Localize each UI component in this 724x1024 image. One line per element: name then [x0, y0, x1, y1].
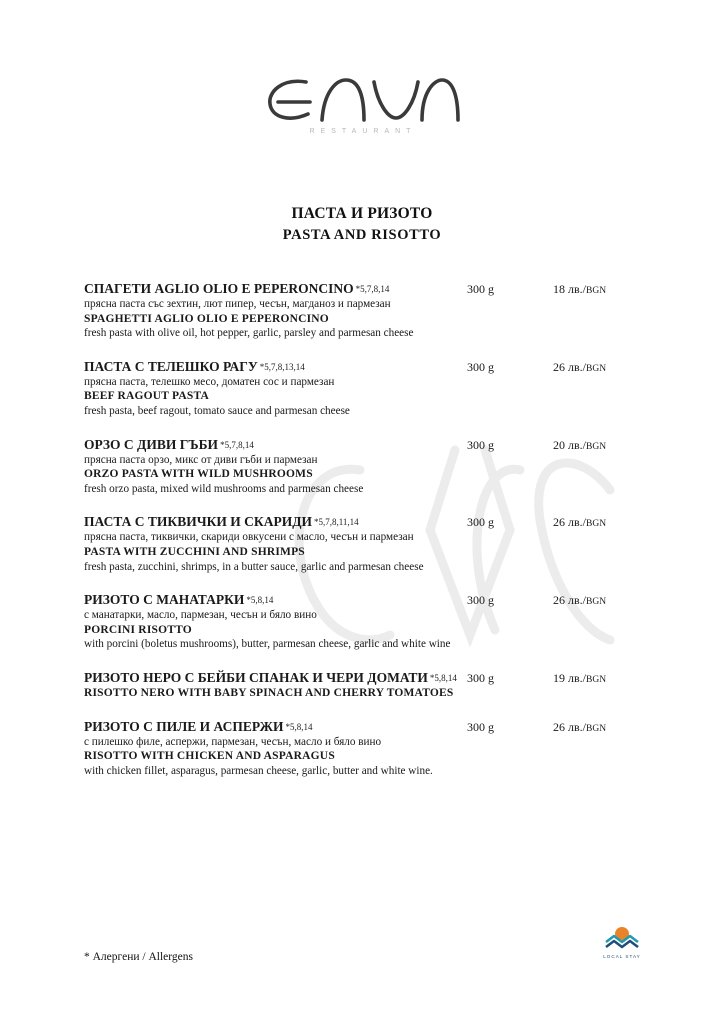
menu-item	[84, 592, 644, 652]
menu-item	[84, 359, 644, 419]
item-name: РИЗОТО С ПИЛЕ И АСПЕРЖИ *5,8,14	[84, 718, 313, 734]
item-currency: BGN	[586, 723, 607, 734]
item-desc-en: with porcini (boletus mushrooms), butter, parmesan cheese, garlic and white wine	[84, 638, 451, 651]
menu-item	[84, 719, 644, 779]
local-stay-badge-icon	[600, 924, 644, 964]
item-name-en: ORZO PASTA WITH WILD MUSHROOMS	[84, 468, 313, 481]
item-name: РИЗОТО С МАНАТАРКИ *5,8,14	[84, 592, 274, 608]
item-price: 19 лв./BGN	[553, 670, 607, 685]
menu-item	[84, 514, 644, 574]
item-desc-bg: прясна паста, тиквички, скариди овкусени с масло, чесън и пармезан	[84, 531, 414, 544]
item-name-en: PORCINI RISOTTO	[84, 623, 192, 636]
item-weight: 300 g	[467, 437, 494, 452]
cava-logo-icon	[266, 74, 460, 126]
item-currency: BGN	[586, 674, 607, 685]
item-name: ОРЗО С ДИВИ ГЪБИ *5,7,8,14	[84, 436, 254, 452]
item-name-en: PASTA WITH ZUCCHINI AND SHRIMPS	[84, 545, 305, 558]
item-currency: BGN	[586, 441, 607, 452]
item-desc-en: fresh orzo pasta, mixed wild mushrooms and parmesan cheese	[84, 482, 364, 495]
item-desc-en: fresh pasta, zucchini, shrimps, in a butter sauce, garlic and parmesan cheese	[84, 560, 424, 573]
item-allergens: *5,7,8,14	[355, 284, 390, 294]
item-allergens: *5,8,14	[285, 721, 313, 732]
logo-subtitle: RESTAURANT	[309, 128, 417, 135]
item-desc-en: fresh pasta with olive oil, hot pepper, garlic, parsley and parmesan cheese	[84, 327, 414, 340]
item-name-en: SPAGHETTI AGLIO OLIO E PEPERONCINO	[84, 312, 329, 325]
item-name: ПАСТА С ТЕЛЕШКО РАГУ *5,7,8,13,14	[84, 358, 305, 374]
menu-item	[84, 281, 644, 341]
item-name: РИЗОТО НЕРО С БЕЙБИ СПАНАК И ЧЕРИ ДОМАТИ *5,8,14	[84, 669, 457, 685]
item-weight: 300 g	[467, 719, 494, 734]
item-price: 26 лв./BGN	[553, 593, 607, 608]
item-desc-bg: прясна паста със зехтин, лют пипер, чесън, магданоз и пармезан	[84, 298, 391, 310]
item-price: 20 лв./BGN	[553, 437, 607, 452]
section-title-en: PASTA AND RISOTTO	[282, 227, 442, 243]
item-name: СПАГЕТИ AGLIO OLIO E PEPERONCINO *5,7,8,14	[84, 281, 390, 296]
item-currency: BGN	[586, 597, 607, 608]
item-desc-bg: с манатарки, масло, пармезан, чесън и бяло вино	[84, 609, 317, 622]
item-allergens: *5,8,14	[246, 595, 274, 606]
item-currency: BGN	[586, 363, 607, 374]
item-desc-en: with chicken fillet, asparagus, parmesan cheese, garlic, butter and white wine.	[84, 764, 433, 777]
item-price: 26 лв./BGN	[553, 515, 607, 530]
item-desc-en: fresh pasta, beef ragout, tomato sauce and parmesan cheese	[84, 404, 350, 417]
item-name-en: BEEF RAGOUT PASTA	[84, 390, 210, 403]
item-price: 26 лв./BGN	[553, 719, 607, 734]
item-currency: BGN	[586, 286, 607, 296]
menu-item	[84, 437, 644, 497]
item-price: 18 лв./BGN	[553, 282, 607, 296]
item-weight: 300 g	[467, 359, 494, 374]
item-allergens: *5,7,8,14	[220, 439, 254, 450]
item-allergens: *5,7,8,11,14	[313, 517, 359, 528]
item-currency: BGN	[586, 519, 607, 530]
section-title-bg: ПАСТА И РИЗОТО	[291, 205, 433, 222]
badge-text: LOCAL STAY	[603, 954, 641, 959]
item-allergens: *5,7,8,13,14	[259, 361, 305, 372]
menu-item	[84, 670, 644, 701]
item-name-en: RISOTTO WITH CHICKEN AND ASPARAGUS	[84, 750, 335, 763]
item-name: ПАСТА С ТИКВИЧКИ И СКАРИДИ *5,7,8,11,14	[84, 514, 359, 530]
item-weight: 300 g	[467, 670, 494, 685]
item-weight: 300 g	[467, 593, 494, 608]
item-desc-bg: прясна паста орзо, микс от диви гъби и пармезан	[84, 453, 318, 466]
menu-list	[84, 281, 644, 796]
restaurant-logo	[266, 74, 460, 138]
item-price: 26 лв./BGN	[553, 359, 607, 374]
item-name-en: RISOTTO NERO WITH BABY SPINACH AND CHERRY TOMATOES	[84, 686, 454, 699]
item-weight: 300 g	[467, 282, 494, 296]
item-desc-bg: с пилешко филе, аспержи, пармезан, чесън, масло и бяло вино	[84, 735, 382, 748]
allergens-note: * Алергени / Allergens	[84, 951, 193, 963]
item-desc-bg: прясна паста, телешко месо, доматен сос и пармезан	[84, 375, 335, 388]
item-allergens: *5,8,14	[429, 672, 457, 683]
item-weight: 300 g	[467, 515, 494, 530]
